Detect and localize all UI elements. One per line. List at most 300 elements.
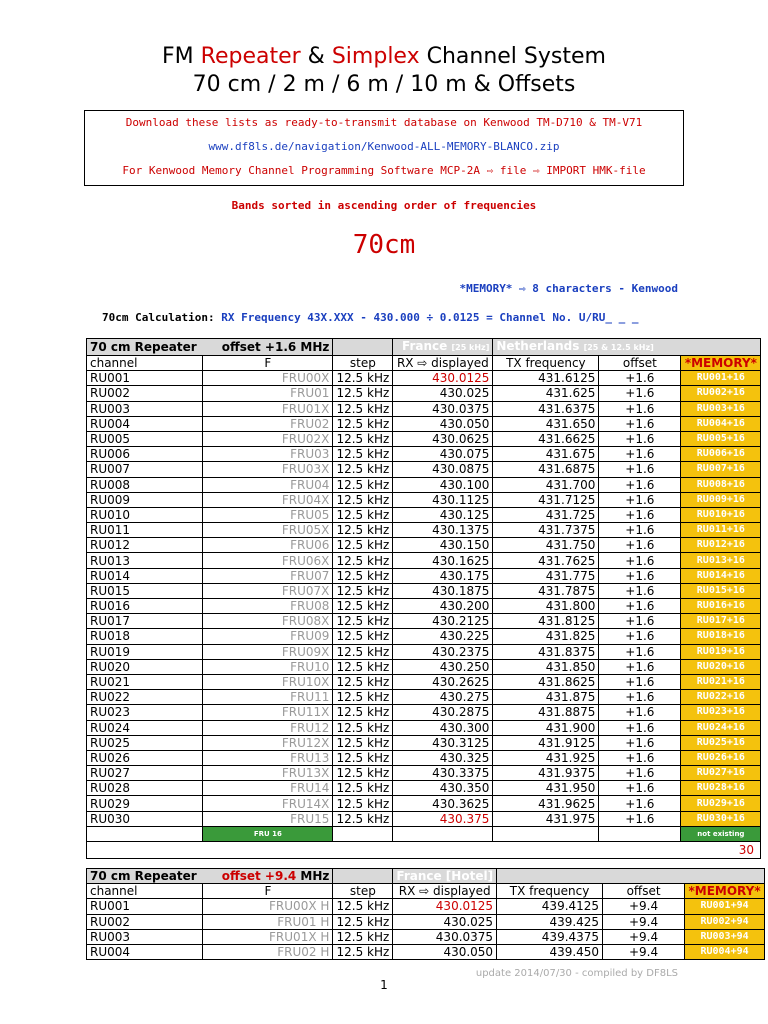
cell-tx: 431.8375 <box>493 644 599 659</box>
table-row <box>87 416 761 431</box>
cell-channel: RU008 <box>87 477 203 492</box>
cell-rx: 430.100 <box>393 477 493 492</box>
cell-step: 12.5 kHz <box>333 944 393 959</box>
cell-tx: 431.900 <box>493 720 599 735</box>
cell-channel: RU024 <box>87 720 203 735</box>
cell-tx: 431.925 <box>493 750 599 765</box>
cell-step: 12.5 kHz <box>333 690 393 705</box>
cell-step: 12.5 kHz <box>333 629 393 644</box>
cell-tx: 431.8875 <box>493 705 599 720</box>
cell-tx: 439.4125 <box>497 899 603 914</box>
cell-tx: 431.9375 <box>493 766 599 781</box>
cell-rx: 430.0375 <box>393 401 493 416</box>
cell-step: 12.5 kHz <box>333 674 393 689</box>
col-step: step <box>333 884 393 899</box>
table-row <box>87 614 761 629</box>
col-offset: offset <box>603 884 685 899</box>
info-box <box>84 110 684 186</box>
cell-rx: 430.025 <box>393 386 493 401</box>
cell-offset: +9.4 <box>603 944 685 959</box>
cell-step: 12.5 kHz <box>333 914 393 929</box>
cell-memory: RU021+16 <box>681 674 761 689</box>
cell-offset: +1.6 <box>599 553 681 568</box>
cell-offset: +1.6 <box>599 401 681 416</box>
cell-channel: RU017 <box>87 614 203 629</box>
cell-step: 12.5 kHz <box>333 492 393 507</box>
cell-f: FRU09 <box>203 629 333 644</box>
col-tx: TX frequency <box>497 884 603 899</box>
cell-memory: RU011+16 <box>681 523 761 538</box>
cell-offset: +9.4 <box>603 914 685 929</box>
cell-f: FRU08X <box>203 614 333 629</box>
cell-channel: RU012 <box>87 538 203 553</box>
cell-channel: RU028 <box>87 781 203 796</box>
cell-offset: +1.6 <box>599 583 681 598</box>
cell-tx: 431.975 <box>493 811 599 826</box>
cell-rx: 430.2375 <box>393 644 493 659</box>
page-title: FM Repeater & Simplex Channel System <box>162 44 606 69</box>
cell-channel: RU003 <box>87 929 203 944</box>
table-row <box>87 720 761 735</box>
repeater-table-9-4 <box>86 868 765 960</box>
col-f: F <box>203 356 333 371</box>
download-note: Download these lists as ready-to-transmit database on Kenwood TM-D710 & TM-V71 <box>125 116 643 129</box>
cell-rx: 430.275 <box>393 690 493 705</box>
table-row <box>87 766 761 781</box>
cell-offset: +1.6 <box>599 416 681 431</box>
table-row <box>87 371 761 386</box>
cell-memory: RU004+94 <box>685 944 765 959</box>
cell-rx: 430.3375 <box>393 766 493 781</box>
table-row <box>87 462 761 477</box>
cell-step: 12.5 kHz <box>333 766 393 781</box>
cell-memory: RU025+16 <box>681 735 761 750</box>
page-subtitle: 70 cm / 2 m / 6 m / 10 m & Offsets <box>192 72 576 97</box>
cell-memory: RU004+16 <box>681 416 761 431</box>
cell-memory: RU010+16 <box>681 507 761 522</box>
cell-memory: RU002+94 <box>685 914 765 929</box>
cell-offset: +1.6 <box>599 766 681 781</box>
cell-channel: RU003 <box>87 401 203 416</box>
column-header-row <box>87 356 761 371</box>
cell-tx: 431.800 <box>493 599 599 614</box>
cell-f: FRU04X <box>203 492 333 507</box>
cell-rx: 430.050 <box>393 944 497 959</box>
cell-step: 12.5 kHz <box>333 477 393 492</box>
fru-16-note: FRU 16 <box>203 826 333 841</box>
cell-memory: RU007+16 <box>681 462 761 477</box>
cell-rx: 430.300 <box>393 720 493 735</box>
cell-rx: 430.175 <box>393 568 493 583</box>
cell-tx: 431.6125 <box>493 371 599 386</box>
cell-offset: +1.6 <box>599 629 681 644</box>
cell-f: FRU00X H <box>203 899 333 914</box>
cell-f: FRU02 <box>203 416 333 431</box>
cell-channel: RU014 <box>87 568 203 583</box>
download-link[interactable]: www.df8ls.de/navigation/Kenwood-ALL-MEMORY-BLANCO.zip <box>208 140 560 153</box>
band-heading: 70cm <box>352 230 416 260</box>
calculation-line: 70cm Calculation: RX Frequency 43X.XXX - 430.000 ÷ 0.0125 = Channel No. U/RU_ _ _ <box>102 311 639 324</box>
table-row <box>87 599 761 614</box>
cell-memory: RU002+16 <box>681 386 761 401</box>
cell-step: 12.5 kHz <box>333 899 393 914</box>
cell-tx: 431.775 <box>493 568 599 583</box>
col-step: step <box>333 356 393 371</box>
cell-memory: RU017+16 <box>681 614 761 629</box>
cell-step: 12.5 kHz <box>333 720 393 735</box>
cell-f: FRU13 <box>203 750 333 765</box>
table-header-row <box>87 339 761 356</box>
cell-tx: 431.9625 <box>493 796 599 811</box>
table-row <box>87 447 761 462</box>
region-france-hotel: France [Hotel] <box>393 869 497 884</box>
cell-rx: 430.050 <box>393 416 493 431</box>
cell-step: 12.5 kHz <box>333 523 393 538</box>
cell-memory: RU014+16 <box>681 568 761 583</box>
cell-rx: 430.125 <box>393 507 493 522</box>
cell-rx: 430.0875 <box>393 462 493 477</box>
cell-channel: RU023 <box>87 705 203 720</box>
footer-cell <box>599 826 681 841</box>
cell-rx: 430.1375 <box>393 523 493 538</box>
cell-offset: +1.6 <box>599 431 681 446</box>
table-row <box>87 690 761 705</box>
cell-offset: +1.6 <box>599 599 681 614</box>
cell-f: FRU03 <box>203 447 333 462</box>
cell-f: FRU01X <box>203 401 333 416</box>
table-row <box>87 568 761 583</box>
cell-offset: +1.6 <box>599 750 681 765</box>
cell-rx: 430.1625 <box>393 553 493 568</box>
cell-f: FRU01 <box>203 386 333 401</box>
cell-tx: 431.725 <box>493 507 599 522</box>
cell-f: FRU04 <box>203 477 333 492</box>
cell-tx: 431.675 <box>493 447 599 462</box>
col-f: F <box>203 884 333 899</box>
cell-offset: +1.6 <box>599 796 681 811</box>
cell-channel: RU004 <box>87 416 203 431</box>
cell-tx: 431.7125 <box>493 492 599 507</box>
cell-channel: RU020 <box>87 659 203 674</box>
footer-cell <box>333 826 393 841</box>
table-row <box>87 507 761 522</box>
cell-tx: 439.4375 <box>497 929 603 944</box>
cell-offset: +1.6 <box>599 811 681 826</box>
cell-channel: RU009 <box>87 492 203 507</box>
table-row <box>87 538 761 553</box>
table-row <box>87 914 765 929</box>
cell-offset: +1.6 <box>599 781 681 796</box>
cell-rx: 430.2625 <box>393 674 493 689</box>
table-row <box>87 401 761 416</box>
cell-offset: +1.6 <box>599 538 681 553</box>
cell-f: FRU02 H <box>203 944 333 959</box>
cell-step: 12.5 kHz <box>333 401 393 416</box>
cell-rx: 430.225 <box>393 629 493 644</box>
cell-offset: +1.6 <box>599 735 681 750</box>
cell-step: 12.5 kHz <box>333 568 393 583</box>
cell-rx: 430.3625 <box>393 796 493 811</box>
cell-channel: RU019 <box>87 644 203 659</box>
cell-rx: 430.1125 <box>393 492 493 507</box>
cell-rx: 430.1875 <box>393 583 493 598</box>
cell-memory: RU028+16 <box>681 781 761 796</box>
cell-tx: 431.6625 <box>493 431 599 446</box>
cell-offset: +1.6 <box>599 644 681 659</box>
cell-rx: 430.250 <box>393 659 493 674</box>
cell-tx: 431.7375 <box>493 523 599 538</box>
cell-f: FRU05X <box>203 523 333 538</box>
table-header-row <box>87 869 765 884</box>
cell-channel: RU021 <box>87 674 203 689</box>
table-row <box>87 705 761 720</box>
footer-cell <box>493 826 599 841</box>
cell-f: FRU02X <box>203 431 333 446</box>
cell-step: 12.5 kHz <box>333 462 393 477</box>
cell-channel: RU004 <box>87 944 203 959</box>
cell-offset: +1.6 <box>599 386 681 401</box>
table-row <box>87 781 761 796</box>
region-france: France [25 kHz] <box>393 339 493 356</box>
cell-f: FRU06 <box>203 538 333 553</box>
col-memory: *MEMORY* <box>681 356 761 371</box>
cell-channel: RU018 <box>87 629 203 644</box>
page-number: 1 <box>380 978 388 992</box>
cell-f: FRU07 <box>203 568 333 583</box>
col-tx: TX frequency <box>493 356 599 371</box>
table-row <box>87 659 761 674</box>
table-row <box>87 629 761 644</box>
cell-step: 12.5 kHz <box>333 583 393 598</box>
table-row <box>87 735 761 750</box>
cell-memory: RU003+16 <box>681 401 761 416</box>
region-netherlands: Netherlands [25 & 12.5 kHz] <box>493 339 761 356</box>
column-header-row <box>87 884 765 899</box>
table-row <box>87 583 761 598</box>
table-row <box>87 553 761 568</box>
cell-rx: 430.375 <box>393 811 493 826</box>
cell-offset: +9.4 <box>603 929 685 944</box>
cell-offset: +1.6 <box>599 705 681 720</box>
cell-channel: RU006 <box>87 447 203 462</box>
offset-spacer <box>333 869 393 884</box>
cell-memory: RU024+16 <box>681 720 761 735</box>
cell-f: FRU07X <box>203 583 333 598</box>
table-row <box>87 929 765 944</box>
cell-rx: 430.075 <box>393 447 493 462</box>
cell-rx: 430.350 <box>393 781 493 796</box>
cell-channel: RU001 <box>87 899 203 914</box>
col-rx: RX ⇨ displayed <box>393 356 493 371</box>
cell-step: 12.5 kHz <box>333 386 393 401</box>
cell-memory: RU015+16 <box>681 583 761 598</box>
cell-channel: RU025 <box>87 735 203 750</box>
cell-f: FRU12 <box>203 720 333 735</box>
cell-f: FRU14X <box>203 796 333 811</box>
cell-offset: +1.6 <box>599 674 681 689</box>
table-row <box>87 492 761 507</box>
cell-offset: +1.6 <box>599 690 681 705</box>
cell-memory: RU006+16 <box>681 447 761 462</box>
cell-f: FRU01 H <box>203 914 333 929</box>
cell-memory: RU026+16 <box>681 750 761 765</box>
table-row <box>87 431 761 446</box>
cell-f: FRU10X <box>203 674 333 689</box>
cell-tx: 431.8125 <box>493 614 599 629</box>
cell-channel: RU001 <box>87 371 203 386</box>
cell-offset: +1.6 <box>599 720 681 735</box>
cell-tx: 431.6375 <box>493 401 599 416</box>
channel-count: 30 <box>86 842 761 859</box>
cell-rx: 430.325 <box>393 750 493 765</box>
cell-memory: RU023+16 <box>681 705 761 720</box>
cell-channel: RU005 <box>87 431 203 446</box>
cell-offset: +1.6 <box>599 492 681 507</box>
cell-f: FRU08 <box>203 599 333 614</box>
cell-step: 12.5 kHz <box>333 811 393 826</box>
cell-rx: 430.200 <box>393 599 493 614</box>
cell-step: 12.5 kHz <box>333 431 393 446</box>
cell-memory: RU005+16 <box>681 431 761 446</box>
cell-tx: 439.450 <box>497 944 603 959</box>
cell-memory: RU009+16 <box>681 492 761 507</box>
cell-step: 12.5 kHz <box>333 371 393 386</box>
cell-rx: 430.150 <box>393 538 493 553</box>
cell-offset: +1.6 <box>599 507 681 522</box>
cell-offset: +1.6 <box>599 659 681 674</box>
cell-f: FRU10 <box>203 659 333 674</box>
cell-f: FRU13X <box>203 766 333 781</box>
cell-channel: RU011 <box>87 523 203 538</box>
cell-channel: RU013 <box>87 553 203 568</box>
cell-f: FRU06X <box>203 553 333 568</box>
cell-memory: RU020+16 <box>681 659 761 674</box>
cell-f: FRU12X <box>203 735 333 750</box>
table-title: 70 cm Repeater offset +9.4 MHz <box>87 869 333 884</box>
cell-tx: 431.750 <box>493 538 599 553</box>
cell-channel: RU027 <box>87 766 203 781</box>
header-filler <box>497 869 765 884</box>
cell-offset: +1.6 <box>599 614 681 629</box>
cell-memory: RU019+16 <box>681 644 761 659</box>
cell-step: 12.5 kHz <box>333 929 393 944</box>
cell-memory: RU016+16 <box>681 599 761 614</box>
cell-f: FRU11X <box>203 705 333 720</box>
cell-step: 12.5 kHz <box>333 735 393 750</box>
table-row <box>87 477 761 492</box>
cell-channel: RU029 <box>87 796 203 811</box>
cell-channel: RU022 <box>87 690 203 705</box>
cell-offset: +1.6 <box>599 447 681 462</box>
cell-step: 12.5 kHz <box>333 599 393 614</box>
cell-rx: 430.3125 <box>393 735 493 750</box>
cell-step: 12.5 kHz <box>333 614 393 629</box>
cell-f: FRU15 <box>203 811 333 826</box>
cell-tx: 431.625 <box>493 386 599 401</box>
cell-memory: RU013+16 <box>681 553 761 568</box>
sorted-note: Bands sorted in ascending order of frequencies <box>231 199 537 212</box>
cell-rx: 430.2875 <box>393 705 493 720</box>
cell-offset: +1.6 <box>599 371 681 386</box>
table-row <box>87 944 765 959</box>
col-channel: channel <box>87 356 203 371</box>
cell-memory: RU012+16 <box>681 538 761 553</box>
cell-offset: +1.6 <box>599 462 681 477</box>
cell-step: 12.5 kHz <box>333 507 393 522</box>
cell-rx: 430.0625 <box>393 431 493 446</box>
cell-channel: RU002 <box>87 914 203 929</box>
cell-tx: 431.875 <box>493 690 599 705</box>
cell-tx: 431.7875 <box>493 583 599 598</box>
table-row <box>87 386 761 401</box>
offset-spacer <box>333 339 393 356</box>
cell-tx: 431.950 <box>493 781 599 796</box>
memory-note: *MEMORY* ⇨ 8 characters - Kenwood <box>459 282 678 295</box>
cell-offset: +9.4 <box>603 899 685 914</box>
cell-f: FRU01X H <box>203 929 333 944</box>
cell-memory: RU008+16 <box>681 477 761 492</box>
cell-step: 12.5 kHz <box>333 781 393 796</box>
cell-tx: 431.700 <box>493 477 599 492</box>
cell-channel: RU030 <box>87 811 203 826</box>
cell-f: FRU14 <box>203 781 333 796</box>
cell-memory: RU029+16 <box>681 796 761 811</box>
col-channel: channel <box>87 884 203 899</box>
software-note: For Kenwood Memory Channel Programming Software MCP-2A ⇨ file ⇨ IMPORT HMK-file <box>122 164 646 177</box>
cell-f: FRU11 <box>203 690 333 705</box>
cell-step: 12.5 kHz <box>333 644 393 659</box>
cell-memory: RU030+16 <box>681 811 761 826</box>
table-row <box>87 811 761 826</box>
col-offset: offset <box>599 356 681 371</box>
cell-step: 12.5 kHz <box>333 750 393 765</box>
cell-memory: RU003+94 <box>685 929 765 944</box>
cell-step: 12.5 kHz <box>333 659 393 674</box>
footer-cell <box>87 826 203 841</box>
cell-memory: RU001+16 <box>681 371 761 386</box>
cell-f: FRU05 <box>203 507 333 522</box>
cell-tx: 439.425 <box>497 914 603 929</box>
table-row <box>87 644 761 659</box>
table-row <box>87 523 761 538</box>
col-memory: *MEMORY* <box>685 884 765 899</box>
cell-offset: +1.6 <box>599 523 681 538</box>
cell-channel: RU026 <box>87 750 203 765</box>
table-row <box>87 674 761 689</box>
cell-channel: RU002 <box>87 386 203 401</box>
table-footer-row <box>87 826 761 841</box>
cell-step: 12.5 kHz <box>333 796 393 811</box>
cell-channel: RU015 <box>87 583 203 598</box>
cell-step: 12.5 kHz <box>333 447 393 462</box>
cell-f: FRU09X <box>203 644 333 659</box>
cell-step: 12.5 kHz <box>333 705 393 720</box>
cell-offset: +1.6 <box>599 568 681 583</box>
table-row <box>87 750 761 765</box>
cell-tx: 431.8625 <box>493 674 599 689</box>
cell-step: 12.5 kHz <box>333 416 393 431</box>
cell-rx: 430.2125 <box>393 614 493 629</box>
cell-step: 12.5 kHz <box>333 553 393 568</box>
cell-tx: 431.850 <box>493 659 599 674</box>
table-title: 70 cm Repeater offset +1.6 MHz <box>87 339 333 356</box>
cell-step: 12.5 kHz <box>333 538 393 553</box>
cell-memory: RU018+16 <box>681 629 761 644</box>
cell-rx: 430.0125 <box>393 371 493 386</box>
cell-f: FRU03X <box>203 462 333 477</box>
footer-cell <box>393 826 493 841</box>
cell-tx: 431.6875 <box>493 462 599 477</box>
